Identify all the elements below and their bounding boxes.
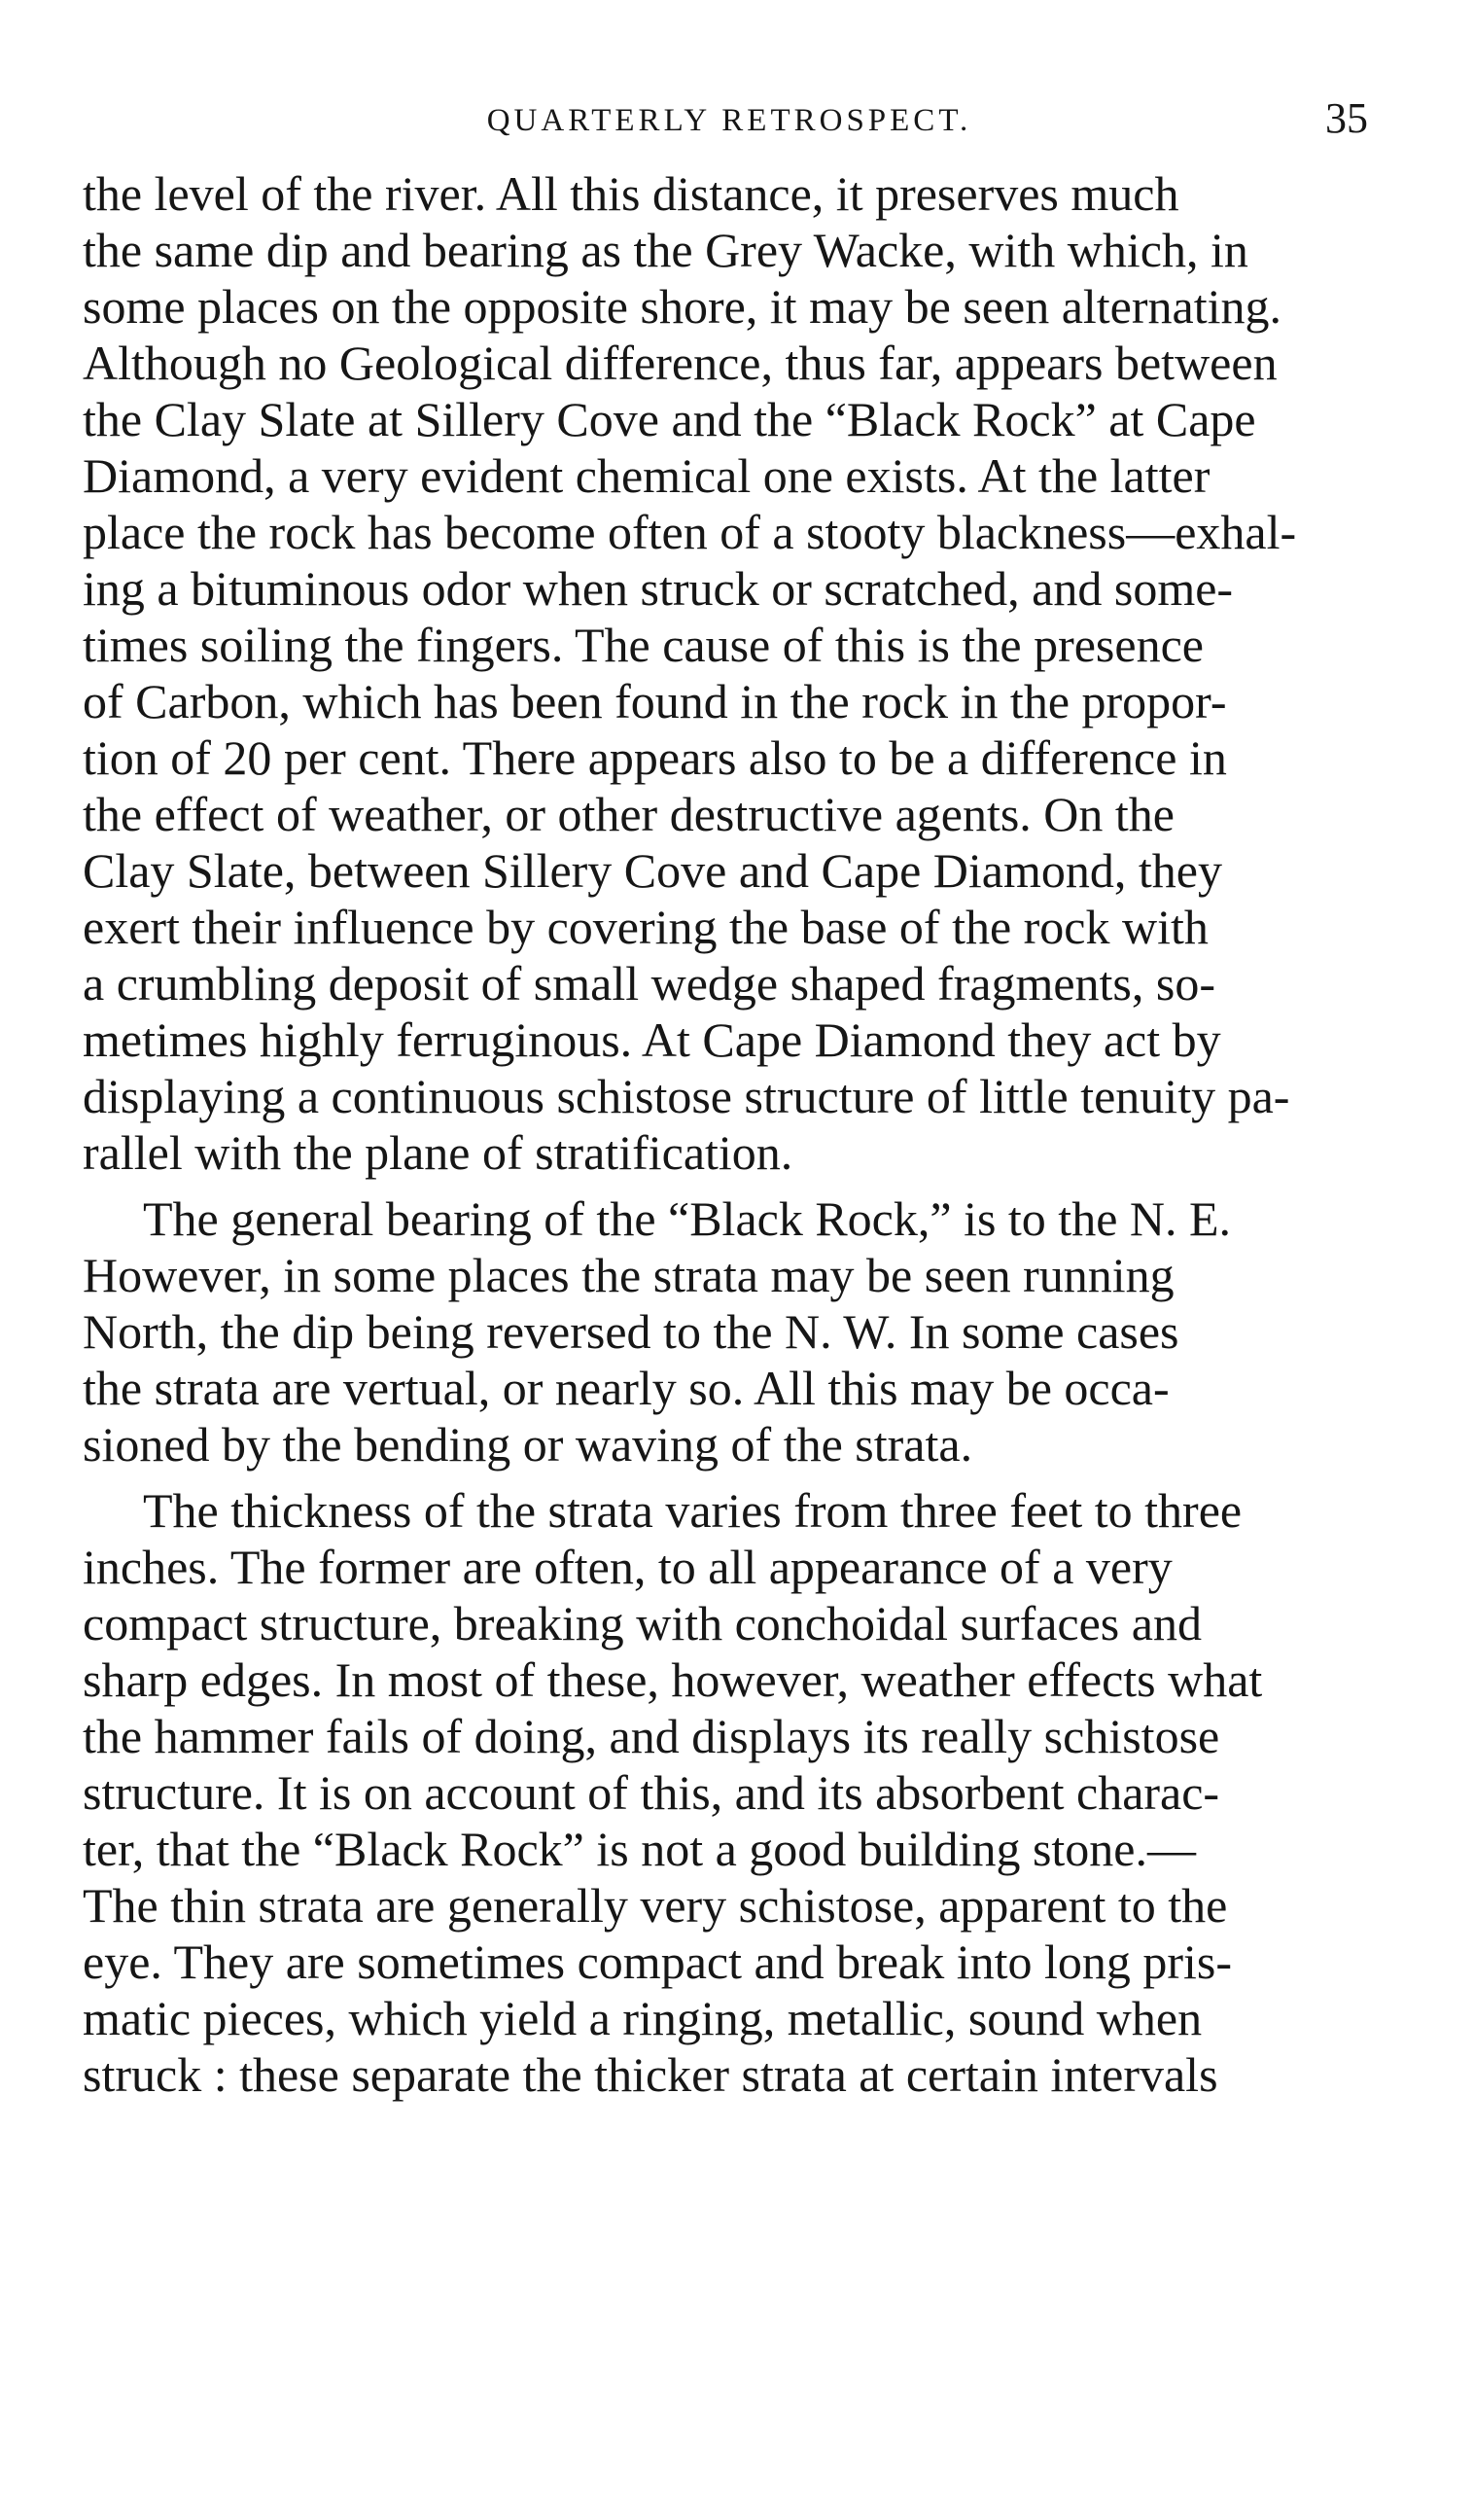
paragraph-2 [83,1190,1376,1473]
text-line: Diamond, a very evident chemical one exists. At the latter [83,448,1211,503]
text-line: rallel with the plane of stratification. [83,1125,793,1180]
running-title: QUARTERLY RETROSPECT. [486,103,972,138]
text-line: some places on the opposite shore, it may be seen alternating. [83,279,1281,334]
text-line: the effect of weather, or other destructive agents. On the [83,787,1175,841]
text-line: the strata are vertual, or nearly so. All this may be occa- [83,1361,1170,1415]
text-line: However, in some places the strata may be seen running [83,1248,1175,1302]
text-line: North, the dip being reversed to the N. W. In some cases [83,1304,1179,1359]
text-line: eye. They are sometimes compact and break into long pris- [83,1934,1233,1989]
text-line: compact structure, breaking with conchoidal surfaces and [83,1596,1202,1650]
text-line: The thin strata are generally very schistose, apparent to the [83,1878,1228,1933]
text-line: matic pieces, which yield a ringing, metallic, sound when [83,1991,1203,2045]
text-line: The thickness of the strata varies from three feet to three [143,1483,1243,1538]
text-line: displaying a continuous schistose structure of little tenuity pa- [83,1069,1290,1123]
text-line: the Clay Slate at Sillery Cove and the “Black Rock” at Cape [83,392,1256,446]
text-line: a crumbling deposit of small wedge shaped fragments, so- [83,956,1215,1011]
text-line: tion of 20 per cent. There appears also to be a difference in [83,730,1227,785]
text-line: structure. It is on account of this, and its absorbent charac- [83,1765,1220,1820]
paragraph-3 [83,1482,1376,2103]
paragraph-1 [83,165,1376,1181]
text-line: Although no Geological difference, thus far, appears between [83,336,1278,390]
text-line: the same dip and bearing as the Grey Wacke, with which, in [83,223,1248,277]
book-page [83,68,1376,2470]
text-line: the level of the river. All this distance, it preserves much [83,166,1179,221]
running-head [83,68,1376,165]
text-line: exert their influence by covering the base of the rock with [83,900,1209,954]
text-line: Clay Slate, between Sillery Cove and Cape Diamond, they [83,843,1222,898]
text-line: ing a bituminous odor when struck or scratched, and some- [83,561,1234,616]
text-line: metimes highly ferruginous. At Cape Diamond they act by [83,1012,1221,1067]
text-line: of Carbon, which has been found in the rock in the propor- [83,674,1227,728]
text-line: ter, that the “Black Rock” is not a good building stone.— [83,1822,1196,1876]
text-line: sharp edges. In most of these, however, weather effects what [83,1652,1263,1707]
text-line: the hammer fails of doing, and displays its really schistose [83,1709,1220,1763]
body-text [83,165,1376,2103]
page-number: 35 [1325,94,1368,142]
text-line: times soiling the fingers. The cause of this is the presence [83,618,1204,672]
text-line: struck : these separate the thicker strata at certain intervals [83,2047,1218,2102]
text-line: sioned by the bending or waving of the strata. [83,1417,973,1472]
text-line: place the rock has become often of a stooty blackness—exhal- [83,505,1297,559]
text-line: The general bearing of the “Black Rock,” is to the N. E. [143,1191,1232,1246]
text-line: inches. The former are often, to all appearance of a very [83,1540,1173,1594]
